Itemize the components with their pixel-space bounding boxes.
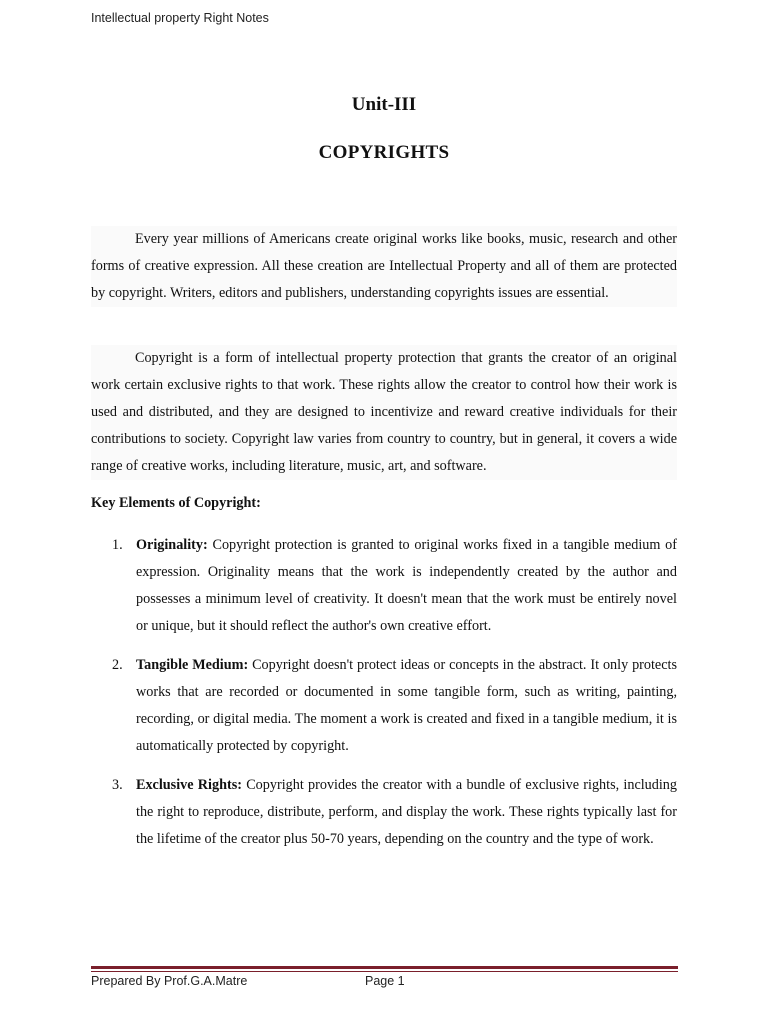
key-elements-heading: Key Elements of Copyright: — [91, 495, 261, 511]
list-term: Exclusive Rights: — [136, 777, 242, 793]
list-item — [91, 772, 677, 853]
intro-paragraph-1 — [91, 226, 677, 307]
footer-prepared-by: Prepared By Prof.G.A.Matre — [91, 974, 248, 988]
footer-rule-thick — [91, 966, 678, 969]
list-number: 3. — [112, 777, 123, 793]
list-text: Copyright provides the creator with a bundle of exclusive rights, including the right to reproduce, distribute, perform, and display the work. These rights typically last for the lifetime of the creator plus 50-70 years, depending on the country and the type of work. — [136, 777, 677, 847]
key-elements-list-item-1 — [91, 532, 677, 640]
unit-title: Unit-III — [351, 94, 417, 115]
intro-paragraph-2 — [91, 345, 677, 480]
list-item — [91, 652, 677, 760]
list-text: Copyright doesn't protect ideas or concepts in the abstract. It only protects works that are recorded or documented in some tangible form, such as writing, painting, recording, or digital media. The moment a work is created and fixed in a tangible medium, it is automatically protected by copyright. — [136, 657, 677, 754]
list-text: Copyright protection is granted to original works fixed in a tangible medium of expression. Originality means that the work is independently created by the author and possesses a minimum level of creativity. It doesn't mean that the work must be entirely novel or unique, but it should reflect the author's own creative effort. — [136, 537, 677, 634]
list-number: 1. — [112, 537, 123, 553]
list-number: 2. — [112, 657, 123, 673]
paragraph-text: Copyright is a form of intellectual property protection that grants the creator of an original work certain exclusive rights to that work. These rights allow the creator to control how their work is used and distributed, and they are designed to incentivize and reward creative individuals for their contributions to society. Copyright law varies from country to country, but in general, it covers a wide range of creative works, including literature, music, art, and software. — [91, 345, 677, 480]
page-title: COPYRIGHTS — [318, 142, 450, 163]
running-header: Intellectual property Right Notes — [91, 11, 269, 25]
footer-rule-thin — [91, 971, 678, 972]
list-term: Tangible Medium: — [136, 657, 249, 673]
page-number: Page 1 — [365, 974, 405, 988]
key-elements-list-item-3 — [91, 772, 677, 853]
paragraph-text: Every year millions of Americans create original works like books, music, research and other forms of creative expression. All these creation are Intellectual Property and all of them are protected by copyright. Writers, editors and publishers, understanding copyrights issues are essential. — [91, 226, 677, 307]
list-term: Originality: — [136, 537, 208, 553]
list-item — [91, 532, 677, 640]
key-elements-list-item-2 — [91, 652, 677, 760]
